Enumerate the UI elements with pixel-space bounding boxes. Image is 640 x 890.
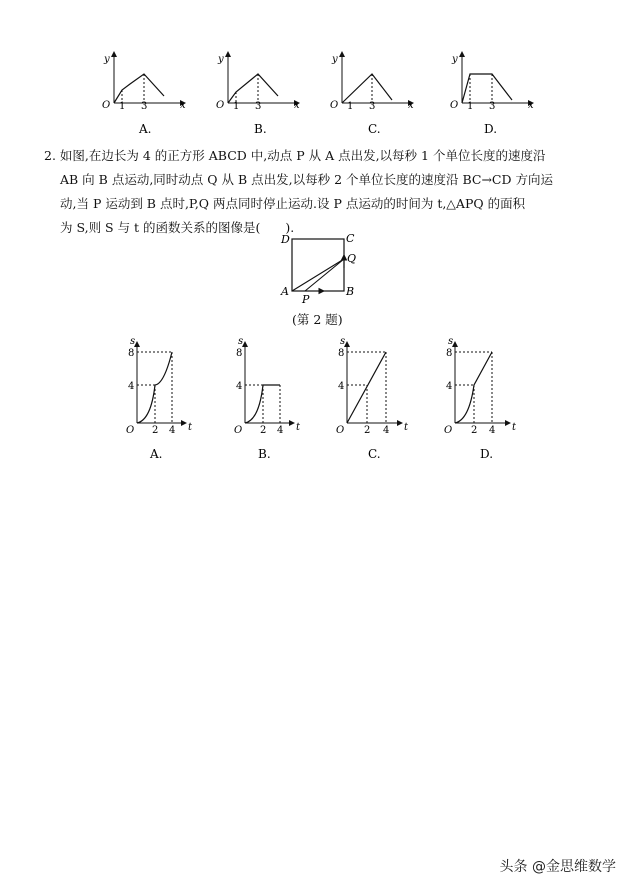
q1-b-tick3: 3 [255, 101, 262, 112]
q2-c-origin: O [336, 425, 345, 436]
label-q: Q [347, 252, 357, 265]
q1-graphs [0, 0, 640, 140]
q2-c-y4: 4 [338, 381, 345, 392]
q2-d-y8: 8 [446, 348, 453, 359]
q2-a-curve [137, 352, 172, 423]
q2-a-x2: 2 [152, 425, 159, 436]
q1-a-ylabel: y [104, 54, 110, 65]
q2-c-label[interactable]: C. [368, 447, 381, 461]
q1-b-origin: O [216, 100, 225, 111]
q1-d-ylabel: y [452, 54, 458, 65]
q2-line-4: 为 S,则 S 与 t 的函数关系的图像是( ). [60, 220, 295, 235]
q1-a-tick1: 1 [119, 101, 126, 112]
q2-a-xlabel: t [188, 422, 193, 433]
q1-c-tick1: 1 [347, 101, 354, 112]
q2-c-y8: 8 [338, 348, 345, 359]
q2-graph-c [336, 336, 409, 461]
q2-graph-b [234, 336, 301, 461]
q2-b-ylabel: s [238, 336, 244, 347]
q1-d-xlabel: x [528, 100, 534, 111]
q2-a-label[interactable]: A. [150, 447, 163, 461]
q2-c-curve [347, 352, 386, 423]
q2-c-x2: 2 [364, 425, 371, 436]
q2-b-origin: O [234, 425, 243, 436]
q1-d-tick3: 3 [489, 101, 496, 112]
q1-b-label[interactable]: B. [254, 122, 267, 136]
segment-aq [292, 259, 344, 291]
q2-c-x4: 4 [383, 425, 390, 436]
q2-a-origin: O [126, 425, 135, 436]
q1-c-curve [342, 74, 392, 103]
q2-d-xlabel: t [512, 422, 517, 433]
label-c: C [346, 232, 355, 245]
label-a: A [281, 285, 289, 298]
q2-b-label[interactable]: B. [258, 447, 271, 461]
q2-d-origin: O [444, 425, 453, 436]
q2-b-y4: 4 [236, 381, 243, 392]
q2-graphs [0, 330, 640, 470]
q1-c-label[interactable]: C. [368, 122, 381, 136]
q2-c-xlabel: t [404, 422, 409, 433]
q2-graph-a [126, 336, 193, 461]
q2-a-x4: 4 [169, 425, 176, 436]
q2-b-x4: 4 [277, 425, 284, 436]
q1-a-label[interactable]: A. [139, 122, 152, 136]
q2-line-2: AB 向 B 点运动,同时动点 Q 从 B 点出发,以每秒 2 个单位长度的速度沿 BC→CD 方向运 [60, 172, 553, 187]
q1-graph-c [330, 52, 414, 136]
q2-d-x4: 4 [489, 425, 496, 436]
watermark: 头条 @金思维数学 [499, 859, 616, 875]
q2-a-y8: 8 [128, 348, 135, 359]
q1-graph-a [102, 52, 186, 136]
q2-d-curve [455, 352, 492, 423]
q1-c-tick3: 3 [369, 101, 376, 112]
q2-line-1: 如图,在边长为 4 的正方形 ABCD 中,动点 P 从 A 点出发,以每秒 1 个单位长度的速度沿 [59, 148, 546, 163]
q2-c-ylabel: s [340, 336, 346, 347]
q1-a-tick3: 3 [141, 101, 148, 112]
q2-graph-d [444, 336, 517, 461]
q1-c-origin: O [330, 100, 339, 111]
q2-number: 2. [44, 148, 56, 163]
q2-d-x2: 2 [471, 425, 478, 436]
q2-b-xlabel: t [296, 422, 301, 433]
q2-line-3: 动,当 P 运动到 B 点时,P,Q 两点同时停止运动.设 P 点运动的时间为 t,△APQ 的面积 [60, 196, 526, 211]
q1-graph-b [216, 52, 300, 136]
question-2 [44, 144, 609, 240]
label-d: D [281, 233, 290, 246]
q1-a-origin: O [102, 100, 111, 111]
segment-pq [305, 259, 344, 291]
q1-b-curve [228, 74, 278, 103]
q2-b-x2: 2 [260, 425, 267, 436]
q2-a-y4: 4 [128, 381, 135, 392]
q2-d-label[interactable]: D. [480, 447, 494, 461]
q1-a-xlabel: x [180, 100, 186, 111]
label-b: B [346, 285, 355, 298]
q1-graph-d [450, 52, 534, 136]
square-figure [278, 228, 378, 308]
q1-b-ylabel: y [218, 54, 224, 65]
label-p: P [302, 293, 310, 306]
q1-d-label[interactable]: D. [484, 122, 498, 136]
q2-d-y4: 4 [446, 381, 453, 392]
figure-caption: (第 2 题) [292, 312, 343, 327]
q1-b-tick1: 1 [233, 101, 240, 112]
q2-b-y8: 8 [236, 348, 243, 359]
q1-b-xlabel: x [294, 100, 300, 111]
q2-d-ylabel: s [448, 336, 454, 347]
q1-c-ylabel: y [332, 54, 338, 65]
q2-a-ylabel: s [130, 336, 136, 347]
q1-c-xlabel: x [408, 100, 414, 111]
q1-d-tick1: 1 [467, 101, 474, 112]
q1-d-origin: O [450, 100, 459, 111]
